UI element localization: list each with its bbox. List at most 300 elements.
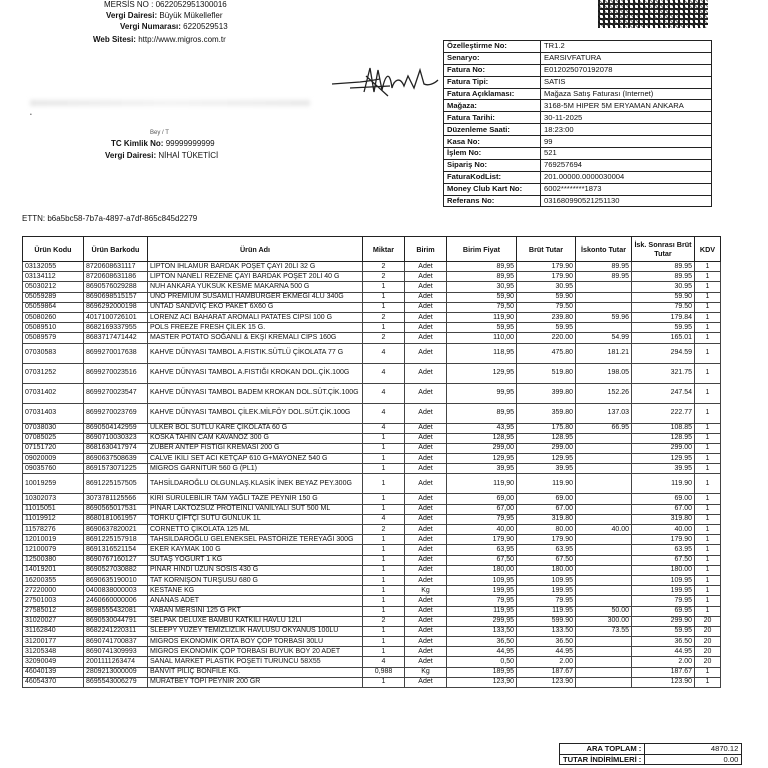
cell-quantity: 1 — [363, 504, 405, 514]
cell-unit: Adet — [405, 262, 447, 272]
totals-label: TUTAR İNDİRİMLERİ : — [560, 754, 645, 765]
cell-net-amount: 187.67 — [632, 667, 695, 677]
table-row — [23, 525, 721, 535]
cell-gross-amount: 319.80 — [517, 514, 576, 524]
cell-product-code: 05030212 — [23, 282, 84, 292]
cell-product-code: 32090049 — [23, 657, 84, 667]
cell-vat: 1 — [695, 272, 721, 282]
table-row — [23, 616, 721, 626]
meta-label: Fatura Açıklaması: — [444, 88, 541, 100]
cell-quantity: 2 — [363, 616, 405, 626]
cell-discount-amount — [576, 454, 632, 464]
meta-value: 18:23:00 — [541, 124, 712, 136]
meta-value: E012025070192078 — [541, 64, 712, 76]
cell-vat: 1 — [695, 433, 721, 443]
cell-product-name: POLS FREEZE FRESH ÇİLEK 15 G. — [148, 323, 363, 333]
cell-vat: 1 — [695, 343, 721, 363]
cell-net-amount: 299.00 — [632, 443, 695, 453]
cell-discount-amount — [576, 302, 632, 312]
redacted-address — [30, 100, 310, 106]
cell-unit-price: 36,50 — [447, 637, 517, 647]
cell-vat: 1 — [695, 667, 721, 677]
cell-product-code: 11019912 — [23, 514, 84, 524]
cell-unit: Adet — [405, 525, 447, 535]
table-row — [23, 454, 721, 464]
cell-product-code: 12500380 — [23, 555, 84, 565]
cell-unit-price: 59,90 — [447, 292, 517, 302]
cell-quantity: 1 — [363, 282, 405, 292]
cell-product-code: 27585012 — [23, 606, 84, 616]
cell-unit-price: 43,95 — [447, 423, 517, 433]
seller-website-label: Web Sitesi: — [93, 35, 136, 44]
cell-quantity: 4 — [363, 423, 405, 433]
cell-net-amount: 199.95 — [632, 586, 695, 596]
cell-unit: Adet — [405, 637, 447, 647]
cell-product-code: 07030583 — [23, 343, 84, 363]
table-row — [23, 323, 721, 333]
cell-unit-price: 79,95 — [447, 596, 517, 606]
cell-gross-amount: 133.50 — [517, 626, 576, 636]
cell-quantity: 1 — [363, 474, 405, 494]
cell-gross-amount: 399.80 — [517, 383, 576, 403]
cell-net-amount: 89.95 — [632, 272, 695, 282]
table-row — [23, 443, 721, 453]
cell-product-barcode: 8699270023769 — [84, 403, 148, 423]
cell-unit-price: 123,90 — [447, 677, 517, 687]
cell-gross-amount: 30.95 — [517, 282, 576, 292]
cell-discount-amount: 89.95 — [576, 262, 632, 272]
seller-tax-no — [120, 22, 228, 32]
table-row — [23, 343, 721, 363]
seller-tax-no-label: Vergi Numarası: — [120, 22, 181, 31]
cell-net-amount: 39.95 — [632, 464, 695, 474]
cell-unit: Adet — [405, 282, 447, 292]
cell-vat: 1 — [695, 565, 721, 575]
table-row — [23, 637, 721, 647]
meta-value: 031680990521251130 — [541, 195, 712, 207]
meta-label: Fatura Tarihi: — [444, 112, 541, 124]
cell-quantity: 1 — [363, 494, 405, 504]
cell-gross-amount: 299.00 — [517, 443, 576, 453]
cell-unit-price: 69,00 — [447, 494, 517, 504]
cell-net-amount: 129.95 — [632, 454, 695, 464]
cell-unit-price: 128,95 — [447, 433, 517, 443]
cell-gross-amount: 179.90 — [517, 262, 576, 272]
col-header-unit-price: Birim Fiyat — [447, 237, 517, 262]
cell-discount-amount — [576, 667, 632, 677]
cell-vat: 1 — [695, 514, 721, 524]
cell-product-name: TAHSİLDAROĞLU OLGUNLAŞ.KLASİK İNEK BEYAZ PEY.300G — [148, 474, 363, 494]
cell-product-barcode: 0400838000003 — [84, 586, 148, 596]
cell-vat: 1 — [695, 262, 721, 272]
cell-unit: Adet — [405, 494, 447, 504]
meta-value: 201.00000.0000030004 — [541, 171, 712, 183]
buyer-fragment: Bey / T — [150, 130, 169, 136]
meta-label: Fatura Tipi: — [444, 76, 541, 88]
cell-product-name: KİRİ SÜRÜLEBİLİR TAM YAĞLI TAZE PEYNİR 150 G — [148, 494, 363, 504]
cell-unit: Adet — [405, 545, 447, 555]
meta-row — [444, 159, 712, 171]
table-row — [23, 433, 721, 443]
table-row — [23, 657, 721, 667]
cell-net-amount: 36.50 — [632, 637, 695, 647]
cell-unit: Adet — [405, 596, 447, 606]
meta-label: Fatura No: — [444, 64, 541, 76]
cell-vat: 1 — [695, 464, 721, 474]
cell-product-barcode: 8690565017531 — [84, 504, 148, 514]
cell-net-amount: 321.75 — [632, 363, 695, 383]
cell-net-amount: 123.90 — [632, 677, 695, 687]
cell-unit-price: 44,95 — [447, 647, 517, 657]
cell-discount-amount: 181.21 — [576, 343, 632, 363]
cell-product-name: LİPTON NANELİ REZENE ÇAYI BARDAK POŞET 20Lİ 40 G — [148, 272, 363, 282]
cell-net-amount: 63.95 — [632, 545, 695, 555]
cell-quantity: 1 — [363, 637, 405, 647]
cell-quantity: 1 — [363, 606, 405, 616]
cell-unit: Adet — [405, 383, 447, 403]
seller-website-value[interactable]: http://www.migros.com.tr — [138, 35, 226, 44]
table-row — [23, 312, 721, 322]
cell-product-barcode: 8691225157505 — [84, 474, 148, 494]
col-header-unit: Birim — [405, 237, 447, 262]
table-row — [23, 575, 721, 585]
cell-quantity: 1 — [363, 454, 405, 464]
cell-discount-amount — [576, 637, 632, 647]
table-row — [23, 514, 721, 524]
cell-product-name: MİGROS EKONOMİK ÇÖP TORBASI BÜYÜK BOY 20 ADET — [148, 647, 363, 657]
cell-net-amount: 119.90 — [632, 474, 695, 494]
col-header-product-name: Ürün Adı — [148, 237, 363, 262]
cell-vat: 1 — [695, 423, 721, 433]
cell-quantity: 2 — [363, 272, 405, 282]
cell-unit-price: 89,95 — [447, 272, 517, 282]
cell-discount-amount: 40.00 — [576, 525, 632, 535]
meta-value: TR1.2 — [541, 41, 712, 53]
cell-product-code: 07085025 — [23, 433, 84, 443]
cell-product-barcode: 8690710030323 — [84, 433, 148, 443]
cell-product-code: 10302073 — [23, 494, 84, 504]
cell-discount-amount — [576, 474, 632, 494]
cell-gross-amount: 59.95 — [517, 323, 576, 333]
cell-discount-amount — [576, 647, 632, 657]
cell-net-amount: 67.00 — [632, 504, 695, 514]
cell-product-barcode: 8680181061957 — [84, 514, 148, 524]
cell-discount-amount — [576, 555, 632, 565]
cell-unit-price: 59,95 — [447, 323, 517, 333]
cell-unit: Adet — [405, 474, 447, 494]
cell-net-amount: 299.90 — [632, 616, 695, 626]
table-row — [23, 586, 721, 596]
meta-row — [444, 183, 712, 195]
cell-quantity: 1 — [363, 443, 405, 453]
cell-unit: Adet — [405, 423, 447, 433]
meta-value: 769257694 — [541, 159, 712, 171]
cell-product-code: 11015051 — [23, 504, 84, 514]
cell-product-barcode: 8695543006279 — [84, 677, 148, 687]
cell-quantity: 1 — [363, 586, 405, 596]
cell-unit: Adet — [405, 647, 447, 657]
cell-quantity: 4 — [363, 383, 405, 403]
buyer-tax-office-label: Vergi Dairesi: — [105, 151, 157, 160]
cell-unit-price: 129,95 — [447, 454, 517, 464]
buyer-tc-label: TC Kimlik No: — [111, 139, 164, 148]
cell-product-code: 03134112 — [23, 272, 84, 282]
meta-row — [444, 195, 712, 207]
cell-quantity: 4 — [363, 657, 405, 667]
table-row — [23, 626, 721, 636]
cell-vat: 20 — [695, 616, 721, 626]
cell-product-code: 27220000 — [23, 586, 84, 596]
cell-quantity: 4 — [363, 403, 405, 423]
cell-vat: 20 — [695, 626, 721, 636]
cell-quantity: 1 — [363, 535, 405, 545]
cell-product-code: 07031402 — [23, 383, 84, 403]
cell-net-amount: 128.95 — [632, 433, 695, 443]
cell-unit-price: 109,95 — [447, 575, 517, 585]
cell-quantity: 4 — [363, 363, 405, 383]
cell-product-barcode: 8691573071225 — [84, 464, 148, 474]
table-row — [23, 504, 721, 514]
cell-product-name: KAHVE DÜNYASI TAMBOL ÇİLEK.MİLFÖY DOL.SÜT.ÇİK.100G — [148, 403, 363, 423]
cell-unit-price: 199,95 — [447, 586, 517, 596]
cell-product-name: TAHSİLDAROĞLU GELENEKSEL PASTÖRİZE TEREYAĞI 300G — [148, 535, 363, 545]
meta-label: Özelleştirme No: — [444, 41, 541, 53]
cell-unit-price: 89,95 — [447, 262, 517, 272]
cell-gross-amount: 59.90 — [517, 292, 576, 302]
buyer-tax-office — [105, 151, 218, 161]
cell-net-amount: 179.84 — [632, 312, 695, 322]
buyer-tc — [111, 139, 215, 149]
buyer-tax-office-value: NİHAİ TÜKETİCİ — [158, 151, 219, 160]
cell-vat: 1 — [695, 504, 721, 514]
cell-product-name: ZÜBER ANTEP FISTIĞI KREMASI 200 G — [148, 443, 363, 453]
cell-discount-amount — [576, 292, 632, 302]
meta-row — [444, 88, 712, 100]
meta-value: EARSIVFATURA — [541, 52, 712, 64]
cell-unit-price: 133,50 — [447, 626, 517, 636]
cell-unit: Adet — [405, 575, 447, 585]
cell-product-barcode: 8690576029288 — [84, 282, 148, 292]
cell-product-code: 05059864 — [23, 302, 84, 312]
cell-quantity: 1 — [363, 323, 405, 333]
cell-vat: 1 — [695, 575, 721, 585]
cell-vat: 1 — [695, 474, 721, 494]
cell-net-amount: 79.95 — [632, 596, 695, 606]
cell-net-amount: 44.95 — [632, 647, 695, 657]
table-row — [23, 333, 721, 343]
buyer-tc-value: 99999999999 — [165, 139, 215, 148]
cell-gross-amount: 69.00 — [517, 494, 576, 504]
cell-product-code: 07038030 — [23, 423, 84, 433]
cell-vat: 20 — [695, 657, 721, 667]
cell-discount-amount: 50.00 — [576, 606, 632, 616]
cell-product-barcode: 8682241220311 — [84, 626, 148, 636]
cell-product-code: 03132055 — [23, 262, 84, 272]
cell-product-name: TAT KORNİŞON TURŞUSU 680 G — [148, 575, 363, 585]
cell-unit-price: 67,00 — [447, 504, 517, 514]
cell-product-barcode: 8690635190010 — [84, 575, 148, 585]
col-header-vat: KDV — [695, 237, 721, 262]
seller-tax-office-label: Vergi Dairesi: — [106, 11, 158, 20]
cell-vat: 1 — [695, 363, 721, 383]
qr-code-overlay — [598, 0, 708, 28]
cell-net-amount: 59.95 — [632, 626, 695, 636]
seller-tax-office-value: Büyük Mükellefler — [159, 11, 223, 20]
meta-value: 6002********1873 — [541, 183, 712, 195]
cell-unit-price: 299,00 — [447, 443, 517, 453]
cell-unit: Adet — [405, 343, 447, 363]
cell-gross-amount: 519.80 — [517, 363, 576, 383]
cell-vat: 1 — [695, 525, 721, 535]
cell-gross-amount: 44.95 — [517, 647, 576, 657]
cell-gross-amount: 475.80 — [517, 343, 576, 363]
cell-vat: 1 — [695, 454, 721, 464]
cell-product-name: SELPAK DELUXE BAMBU KATKILI HAVLU 12Lİ — [148, 616, 363, 626]
cell-product-name: UNO PREMIUM SUSAMLI HAMBURGER EKMEĞİ 4LÜ 340G — [148, 292, 363, 302]
cell-net-amount: 89.95 — [632, 262, 695, 272]
meta-value: 3168-5M HIPER 5M ERYAMAN ANKARA — [541, 100, 712, 112]
cell-product-name: ÜLKER BOL SÜTLÜ KARE ÇİKOLATA 60 G — [148, 423, 363, 433]
cell-quantity: 0,988 — [363, 667, 405, 677]
cell-product-name: SÜTAŞ YOĞURT 1 KG — [148, 555, 363, 565]
meta-value: SATIS — [541, 76, 712, 88]
cell-quantity: 1 — [363, 596, 405, 606]
cell-quantity: 1 — [363, 647, 405, 657]
cell-product-code: 12100079 — [23, 545, 84, 555]
cell-product-name: CALVE İKİLİ SET ACI KETÇAP 610 G+MAYONEZ 540 G — [148, 454, 363, 464]
cell-product-name: KAHVE DÜNYASI TAMBOL BADEM KROKAN DOL.SÜT.ÇİK.100G — [148, 383, 363, 403]
meta-row — [444, 100, 712, 112]
cell-quantity: 1 — [363, 677, 405, 687]
signature — [330, 62, 440, 102]
cell-discount-amount: 300.00 — [576, 616, 632, 626]
cell-discount-amount — [576, 494, 632, 504]
cell-unit: Adet — [405, 333, 447, 343]
table-row — [23, 272, 721, 282]
cell-vat: 1 — [695, 555, 721, 565]
table-row — [23, 302, 721, 312]
cell-product-barcode: 8681630417974 — [84, 443, 148, 453]
cell-unit-price: 119,90 — [447, 474, 517, 494]
cell-product-name: NUH ANKARA YÜKSÜK KESME MAKARNA 500 G — [148, 282, 363, 292]
cell-product-name: KESTANE KG — [148, 586, 363, 596]
cell-unit-price: 99,95 — [447, 383, 517, 403]
cell-vat: 1 — [695, 606, 721, 616]
cell-product-code: 09035760 — [23, 464, 84, 474]
cell-unit: Adet — [405, 454, 447, 464]
cell-discount-amount — [576, 514, 632, 524]
cell-unit-price: 180,00 — [447, 565, 517, 575]
cell-product-barcode: 8682169337955 — [84, 323, 148, 333]
table-row — [23, 555, 721, 565]
meta-row — [444, 112, 712, 124]
cell-net-amount: 294.59 — [632, 343, 695, 363]
cell-gross-amount: 179.90 — [517, 535, 576, 545]
cell-product-name: PINAR LAKTOZSUZ PROTEİNLİ VANİLYALI SÜT 500 ML — [148, 504, 363, 514]
cell-product-name: LORENZ ACI BAHARAT AROMALI PATATES CİPSİ 100 G — [148, 312, 363, 322]
cell-gross-amount: 123.90 — [517, 677, 576, 687]
meta-label: Senaryo: — [444, 52, 541, 64]
cell-unit-price: 119,90 — [447, 312, 517, 322]
meta-label: İşlem No: — [444, 148, 541, 160]
cell-discount-amount — [576, 677, 632, 687]
meta-value: 521 — [541, 148, 712, 160]
cell-quantity: 2 — [363, 525, 405, 535]
cell-unit: Kg — [405, 667, 447, 677]
cell-discount-amount — [576, 565, 632, 575]
cell-discount-amount: 137.03 — [576, 403, 632, 423]
cell-gross-amount: 187.67 — [517, 667, 576, 677]
table-row — [23, 647, 721, 657]
cell-product-barcode: 2460660000006 — [84, 596, 148, 606]
cell-vat: 1 — [695, 312, 721, 322]
cell-product-name: KOSKA TAHİN CAM KAVANOZ 300 G — [148, 433, 363, 443]
cell-product-code: 11578276 — [23, 525, 84, 535]
cell-product-barcode: 8690637820021 — [84, 525, 148, 535]
table-row — [23, 606, 721, 616]
cell-gross-amount: 80.00 — [517, 525, 576, 535]
items-header-row — [23, 237, 721, 262]
cell-unit: Adet — [405, 514, 447, 524]
cell-net-amount: 59.90 — [632, 292, 695, 302]
cell-unit: Adet — [405, 272, 447, 282]
cell-product-name: SANAL MARKET PLASTİK POŞETİ TURUNCU 58X55 — [148, 657, 363, 667]
cell-product-barcode: 8690504142959 — [84, 423, 148, 433]
cell-quantity: 1 — [363, 575, 405, 585]
cell-unit-price: 0,50 — [447, 657, 517, 667]
cell-vat: 20 — [695, 637, 721, 647]
cell-unit: Adet — [405, 302, 447, 312]
cell-quantity: 1 — [363, 292, 405, 302]
cell-product-barcode: 8691316521154 — [84, 545, 148, 555]
cell-vat: 20 — [695, 647, 721, 657]
cell-product-barcode: 8696292000198 — [84, 302, 148, 312]
cell-quantity: 2 — [363, 333, 405, 343]
cell-product-code: 05059289 — [23, 292, 84, 302]
cell-unit: Adet — [405, 565, 447, 575]
cell-vat: 1 — [695, 586, 721, 596]
cell-unit: Adet — [405, 555, 447, 565]
cell-vat: 1 — [695, 383, 721, 403]
cell-product-barcode: 8690767160127 — [84, 555, 148, 565]
col-header-net-amount: İsk. Sonrası Brüt Tutar — [632, 237, 695, 262]
cell-discount-amount — [576, 596, 632, 606]
cell-product-code: 31162840 — [23, 626, 84, 636]
cell-product-barcode: 8690698515157 — [84, 292, 148, 302]
table-row — [23, 282, 721, 292]
cell-unit: Adet — [405, 535, 447, 545]
cell-product-barcode: 8691225157918 — [84, 535, 148, 545]
cell-product-name: EKER KAYMAK 100 G — [148, 545, 363, 555]
meta-label: Money Club Kart No: — [444, 183, 541, 195]
meta-label: Mağaza: — [444, 100, 541, 112]
cell-gross-amount: 119.90 — [517, 474, 576, 494]
cell-product-code: 27501003 — [23, 596, 84, 606]
cell-vat: 1 — [695, 677, 721, 687]
meta-label: Kasa No: — [444, 136, 541, 148]
meta-row — [444, 64, 712, 76]
cell-unit: Adet — [405, 606, 447, 616]
cell-discount-amount: 198.05 — [576, 363, 632, 383]
seller-mersis: MERSİS NO : 0622052951300016 — [104, 0, 227, 9]
cell-net-amount: 180.00 — [632, 565, 695, 575]
cell-gross-amount: 67.00 — [517, 504, 576, 514]
meta-row — [444, 41, 712, 53]
cell-gross-amount: 128.95 — [517, 433, 576, 443]
cell-unit-price: 118,95 — [447, 343, 517, 363]
cell-product-barcode: 8690527030882 — [84, 565, 148, 575]
cell-product-code: 31205348 — [23, 647, 84, 657]
